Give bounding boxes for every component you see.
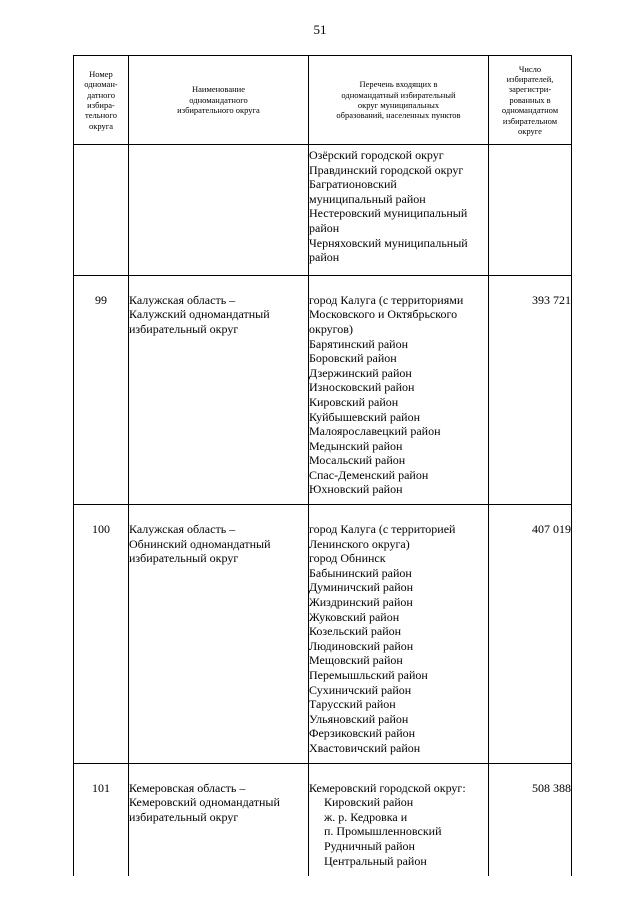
header-line: Число [518, 63, 542, 74]
header-line: одномандатный избирательный [341, 89, 456, 100]
municipality-list [309, 505, 489, 764]
list-item: район [309, 250, 340, 265]
name-line: Обнинский одномандатный [129, 536, 271, 551]
name-line: Кемеровская область – [129, 780, 246, 795]
table-row [74, 505, 572, 764]
list-item: ж. р. Кедровка и [324, 809, 408, 824]
header-line: одномандатном [501, 105, 559, 116]
list-item: Багратионовский [309, 177, 397, 192]
municipality-list [309, 763, 489, 876]
header-line: избирателей, [506, 73, 554, 84]
list-item: Мосальский район [309, 453, 406, 468]
district-number [74, 145, 129, 276]
list-item: Рудничный район [324, 838, 415, 853]
districts-table [73, 55, 572, 876]
voters-count: 407 019 [489, 505, 572, 764]
list-item: Тарусский район [309, 697, 396, 712]
list-item: Черняховский муниципальный [309, 235, 468, 250]
list-item: Износковский район [309, 380, 415, 395]
district-name [129, 763, 309, 876]
list-item: Кировский район [324, 795, 414, 810]
municipality-list [309, 145, 489, 276]
list-item: муниципальный район [309, 191, 426, 206]
list-item: Правдинский городской округ [309, 162, 464, 177]
header-line: образований, населенных пунктов [336, 110, 461, 121]
header-municipalities [309, 56, 489, 145]
district-number: 100 [74, 505, 129, 764]
header-line: избирательном [502, 115, 558, 126]
name-line: избирательный округ [129, 551, 239, 566]
page-number: 51 [313, 22, 327, 37]
header-voters-count [489, 56, 572, 145]
list-item: район [309, 220, 340, 235]
list-item: Куйбышевский район [309, 409, 421, 424]
list-item: Кировский район [309, 394, 399, 409]
district-number: 101 [74, 763, 129, 876]
name-line: Кемеровский одномандатный [129, 795, 280, 810]
district-name [129, 505, 309, 764]
list-item: Думиничский район [309, 580, 414, 595]
list-item: Озёрский городской округ [309, 148, 444, 162]
header-line: тельного [85, 110, 117, 121]
list-item: округов) [309, 321, 353, 336]
voters-count [489, 145, 572, 276]
name-line: Калужская область – [129, 522, 236, 537]
header-line: Наименование [192, 84, 245, 95]
municipality-list [309, 275, 489, 504]
header-line: рованных в [509, 94, 551, 105]
list-item: Малоярославецкий район [309, 424, 441, 439]
list-item: Боровский район [309, 351, 397, 366]
name-line: Калужская область – [129, 292, 236, 307]
header-line: датного [87, 89, 115, 100]
list-item: Хвастовичский район [309, 740, 421, 755]
table-row [74, 275, 572, 504]
district-name [129, 275, 309, 504]
name-line: избирательный округ [129, 321, 239, 336]
list-item: Козельский район [309, 624, 402, 639]
header-line: округа [88, 120, 114, 131]
header-line: Перечень входящих в [359, 79, 438, 90]
list-item: город Калуга (с территориями [309, 292, 464, 307]
list-item: Нестеровский муниципальный [309, 206, 468, 221]
list-item: Ферзиковский район [309, 726, 416, 741]
list-item: Перемышльский район [309, 668, 428, 682]
list-item: Жуковский район [309, 609, 400, 624]
voters-count: 393 721 [489, 275, 572, 504]
header-line: избирательного округа [177, 105, 260, 116]
district-name [129, 145, 309, 276]
district-number: 99 [74, 275, 129, 504]
list-item: Ульяновский район [309, 711, 409, 726]
list-item: Московского и Октябрьского [309, 307, 458, 322]
list-item: п. Промышленновский [324, 824, 442, 839]
list-item: город Калуга (с территорией [309, 522, 456, 537]
list-item: Людиновский район [309, 638, 414, 653]
header-line: одномандатного [189, 94, 248, 105]
list-item: Жиздринский район [309, 595, 413, 610]
list-item: Юхновский район [309, 482, 403, 497]
header-line: округе [518, 126, 542, 137]
list-item: Ленинского округа) [309, 536, 410, 551]
header-line: одноман- [84, 79, 118, 90]
name-line: Калужский одномандатный [129, 307, 270, 322]
list-item: город Обнинск [309, 551, 386, 566]
header-district-number [74, 56, 129, 145]
list-item: Мещовский район [309, 653, 403, 668]
list-item: Спас-Деменский район [309, 467, 429, 482]
header-line: зарегистри- [508, 84, 552, 95]
voters-count: 508 388 [489, 763, 572, 876]
list-item: Сухиничский район [309, 682, 412, 697]
list-item: Кемеровский городской округ: [309, 780, 466, 795]
name-line: избирательный округ [129, 809, 239, 824]
list-item: Центральный район [324, 853, 427, 868]
list-item: Барятинский район [309, 336, 408, 351]
header-line: Номер [89, 68, 113, 79]
header-district-name [129, 56, 309, 145]
list-item: Дзержинский район [309, 365, 412, 380]
list-item: Бабынинский район [309, 565, 412, 580]
header-line: избира- [87, 100, 115, 110]
header-line: округ муниципальных [357, 100, 440, 110]
list-item: Медынский район [309, 438, 403, 453]
table-row [74, 763, 572, 876]
continuation-row [74, 145, 572, 276]
table-header [74, 56, 572, 145]
